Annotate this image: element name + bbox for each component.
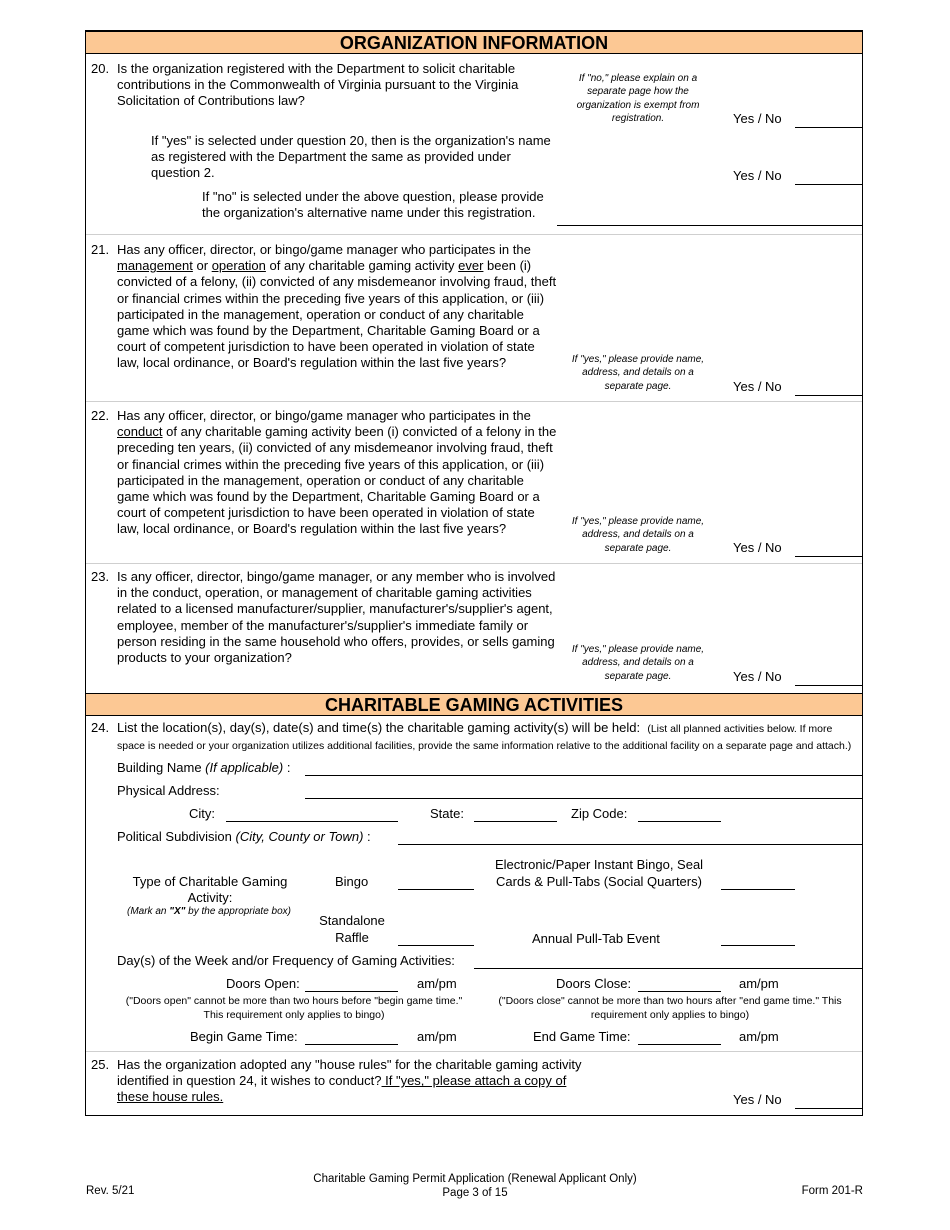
footer-title: Charitable Gaming Permit Application (Renewal Applicant Only) Page 3 of 15 — [313, 1173, 637, 1199]
end-game-time-label: End Game Time: — [533, 1029, 631, 1044]
question-23-text: Is any officer, director, bingo/game manager, or any member who is involved in the conduct, operation, or management of charitable gaming activities related to a licensed manufacturer/supplier, manufacturer's/supplier's agent, employee, member of the manufacturer's/supplier's immediate family or person residing in the same household who offers, provides, or sells gaming products to your organization? — [117, 569, 556, 666]
zip-code-label: Zip Code: — [571, 806, 628, 821]
annual-pull-tab-event-label: Annual Pull-Tab Event — [532, 931, 660, 946]
question-20-note: If "no," please explain on a separate page how the organization is exempt from registration. — [576, 73, 700, 125]
alternative-name-line[interactable] — [557, 225, 863, 226]
begin-game-time-ampm: am/pm — [417, 1029, 457, 1044]
type-of-gaming-note: (Mark an "X" by the appropriate box) — [126, 906, 291, 917]
question-22-text: Has any officer, director, or bingo/game manager who participates in the conduct of any charitable gaming activity been (i) convicted of a felony in the preceding ten years, (ii) convicted of any misdemeanor involving fraud, theft or financial crimes within the preceding five years of this application, or (iii) participated in the management, operation or conduct of any charitable game which was found by the Department, Charitable Gaming Board or a court of competent jurisdiction to have been operated in violation of state law, local ordinance, or Board's regulation within the last five years? — [117, 408, 557, 537]
physical-address-label: Physical Address: — [117, 783, 220, 798]
question-22-note: If "yes," please provide name, address, and details on a separate page. — [571, 516, 705, 554]
divider — [86, 1051, 862, 1052]
question-25-text: Has the organization adopted any "house rules" for the charitable gaming activity identified in question 24, it wishes to conduct? If "yes," please attach a copy of these house rules. — [117, 1057, 582, 1105]
state-label: State: — [430, 806, 464, 821]
footer-revision: Rev. 5/21 — [86, 1185, 135, 1197]
question-number-23: 23. — [91, 569, 110, 584]
doors-close-label: Doors Close: — [556, 976, 632, 991]
doors-open-note: ("Doors open" cannot be more than two hours before "begin game time." This requirement only applies to bingo) — [125, 995, 463, 1021]
city-line[interactable] — [226, 821, 398, 822]
divider — [86, 401, 862, 402]
annual-pull-tab-event-line[interactable] — [721, 945, 795, 946]
begin-game-time-line[interactable] — [305, 1044, 398, 1045]
physical-address-line[interactable] — [305, 798, 863, 799]
question-20-subquestion-a: If "yes" is selected under question 20, then is the organization's name as registered with the Department the same as provided under question 2. — [151, 133, 551, 181]
question-20a-answer-line[interactable] — [795, 184, 863, 185]
question-20-answer-line[interactable] — [795, 127, 863, 128]
end-game-time-line[interactable] — [638, 1044, 721, 1045]
question-23-answer-line[interactable] — [795, 685, 863, 686]
question-22-yes-no: Yes / No — [733, 540, 782, 555]
question-25-answer-line[interactable] — [795, 1108, 863, 1109]
doors-close-line[interactable] — [638, 991, 721, 992]
question-24-text: List the location(s), day(s), date(s) and time(s) the charitable gaming activity(s) will be held: (List all planned activities below. If more space is needed or your organization utilizes additional facilities, provide the same information relative to the additional facility on a separate page and attach.) — [117, 720, 852, 752]
days-of-week-label: Day(s) of the Week and/or Frequency of Gaming Activities: — [117, 953, 455, 968]
question-21-note: If "yes," please provide name, address, and details on a separate page. — [571, 354, 705, 392]
doors-open-ampm: am/pm — [417, 976, 457, 991]
zip-code-line[interactable] — [638, 821, 721, 822]
state-line[interactable] — [474, 821, 557, 822]
question-20-subquestion-b: If "no" is selected under the above question, please provide the organization's alternative name under this registration. — [202, 189, 544, 221]
doors-close-note: ("Doors close" cannot be more than two hours after "end game time." This requirement only applies to bingo) — [498, 995, 842, 1021]
electronic-instant-bingo-label: Electronic/Paper Instant Bingo, Seal Cards & Pull-Tabs (Social Quarters) — [494, 857, 704, 889]
question-25-yes-no: Yes / No — [733, 1092, 782, 1107]
type-of-gaming-label: Type of Charitable Gaming Activity: — [132, 874, 288, 905]
political-subdivision-line[interactable] — [398, 844, 863, 845]
question-22-answer-line[interactable] — [795, 556, 863, 557]
begin-game-time-label: Begin Game Time: — [190, 1029, 298, 1044]
doors-open-label: Doors Open: — [226, 976, 300, 991]
political-subdivision-label: Political Subdivision (City, County or Town) : — [117, 829, 371, 844]
standalone-raffle-line[interactable] — [398, 945, 474, 946]
bingo-checkbox-line[interactable] — [398, 889, 474, 890]
question-21-yes-no: Yes / No — [733, 379, 782, 394]
section-header-organization-information: ORGANIZATION INFORMATION — [86, 31, 862, 54]
days-of-week-line[interactable] — [474, 968, 863, 969]
divider — [86, 234, 862, 235]
end-game-time-ampm: am/pm — [739, 1029, 779, 1044]
divider — [86, 563, 862, 564]
section-header-charitable-gaming-activities: CHARITABLE GAMING ACTIVITIES — [86, 693, 862, 716]
question-number-25: 25. — [91, 1057, 110, 1072]
building-name-line[interactable] — [305, 775, 863, 776]
question-20-yes-no: Yes / No — [733, 111, 782, 126]
question-number-20: 20. — [91, 61, 110, 76]
question-number-21: 21. — [91, 242, 110, 257]
question-number-24: 24. — [91, 720, 110, 735]
question-20-text: Is the organization registered with the Department to solicit charitable contributions in the Commonwealth of Virginia pursuant to the Virginia Solicitation of Contributions law? — [117, 61, 519, 109]
footer-form-number: Form 201-R — [801, 1185, 863, 1197]
question-21-answer-line[interactable] — [795, 395, 863, 396]
standalone-raffle-label: Standalone Raffle — [319, 913, 385, 945]
bingo-label: Bingo — [335, 874, 369, 889]
question-23-note: If "yes," please provide name, address, and details on a separate page. — [571, 644, 705, 682]
question-21-text: Has any officer, director, or bingo/game manager who participates in the management or operation of any charitable gaming activity ever been (i) convicted of a felony, (ii) convicted of any misdemeanor involving fraud, theft or financial crimes within the preceding five years of this application, or (iii) participated in the management, operation or conduct of any charitable game which was found by the Department, Charitable Gaming Board or a court of competent jurisdiction to have been operated in violation of state law, local ordinance, or Board's regulation within the last five years? — [117, 242, 557, 371]
doors-open-line[interactable] — [305, 991, 398, 992]
building-name-label: Building Name (If applicable) : — [117, 760, 291, 775]
doors-close-ampm: am/pm — [739, 976, 779, 991]
question-20a-yes-no: Yes / No — [733, 168, 782, 183]
electronic-instant-bingo-line[interactable] — [721, 889, 795, 890]
question-number-22: 22. — [91, 408, 110, 423]
city-label: City: — [189, 806, 215, 821]
question-23-yes-no: Yes / No — [733, 669, 782, 684]
